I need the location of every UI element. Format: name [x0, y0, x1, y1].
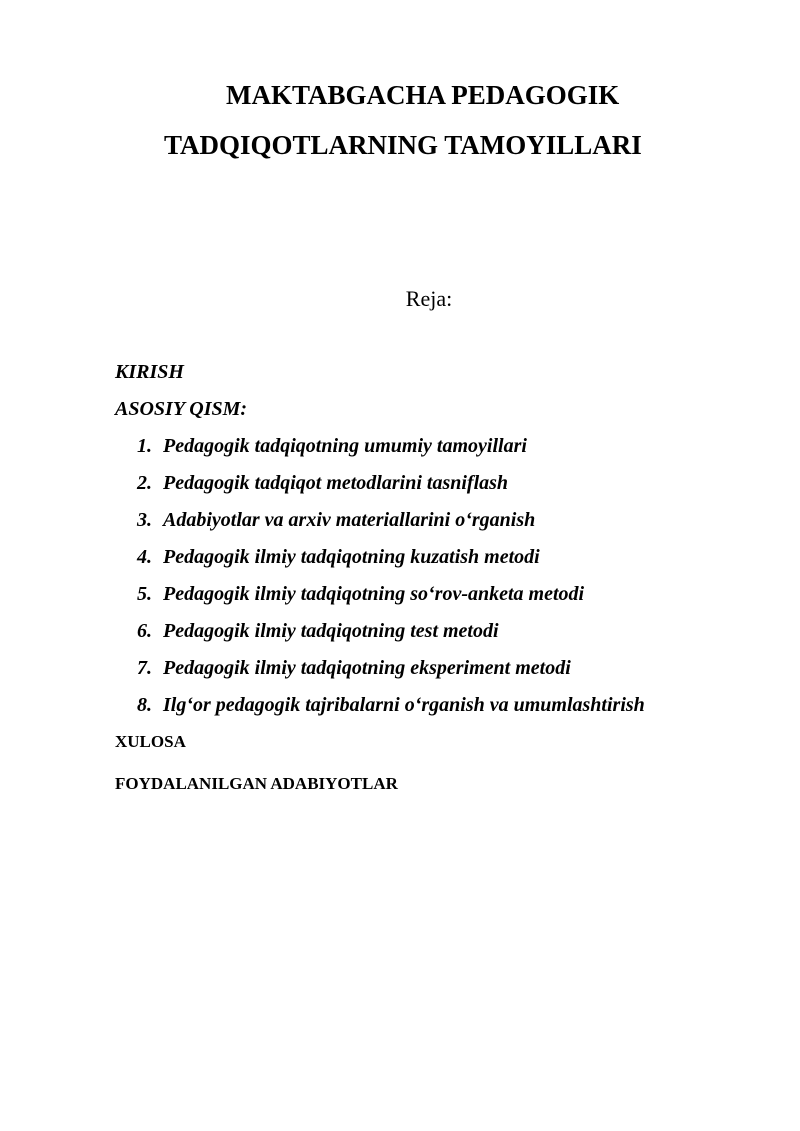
- document-title-line-1: MAKTABGACHA PEDAGOGIK: [226, 80, 620, 110]
- intro-label: KIRISH: [115, 361, 184, 383]
- plan-item-number: 2.: [137, 472, 152, 494]
- plan-item-number: 8.: [137, 694, 152, 716]
- plan-item-text: Pedagogik ilmiy tadqiqotning kuzatish metodi: [163, 546, 540, 568]
- plan-item-number: 5.: [137, 583, 152, 605]
- plan-item-number: 7.: [137, 657, 152, 679]
- plan-item-number: 1.: [137, 435, 152, 457]
- main-section-label: ASOSIY QISM:: [115, 398, 248, 420]
- plan-item-text: Ilg‘or pedagogik tajribalarni o‘rganish va umumlashtirish: [163, 694, 645, 716]
- plan-item-text: Pedagogik ilmiy tadqiqotning so‘rov-anketa metodi: [163, 583, 585, 605]
- plan-item-number: 3.: [137, 509, 152, 531]
- plan-item-text: Pedagogik tadqiqot metodlarini tasniflash: [163, 472, 509, 494]
- plan-item-number: 6.: [137, 620, 152, 642]
- references-label: FOYDALANILGAN ADABIYOTLAR: [115, 774, 398, 793]
- plan-item-text: Pedagogik tadqiqotning umumiy tamoyillari: [163, 435, 527, 457]
- plan-item-number: 4.: [137, 546, 152, 568]
- plan-item-text: Adabiyotlar va arxiv materiallarini o‘rganish: [163, 509, 536, 531]
- conclusion-label: XULOSA: [115, 732, 186, 751]
- plan-heading: Reja:: [405, 286, 453, 311]
- plan-item-text: Pedagogik ilmiy tadqiqotning eksperiment metodi: [163, 657, 571, 679]
- plan-item-text: Pedagogik ilmiy tadqiqotning test metodi: [163, 620, 499, 642]
- document-title-line-2: TADQIQOTLARNING TAMOYILLARI: [164, 130, 642, 160]
